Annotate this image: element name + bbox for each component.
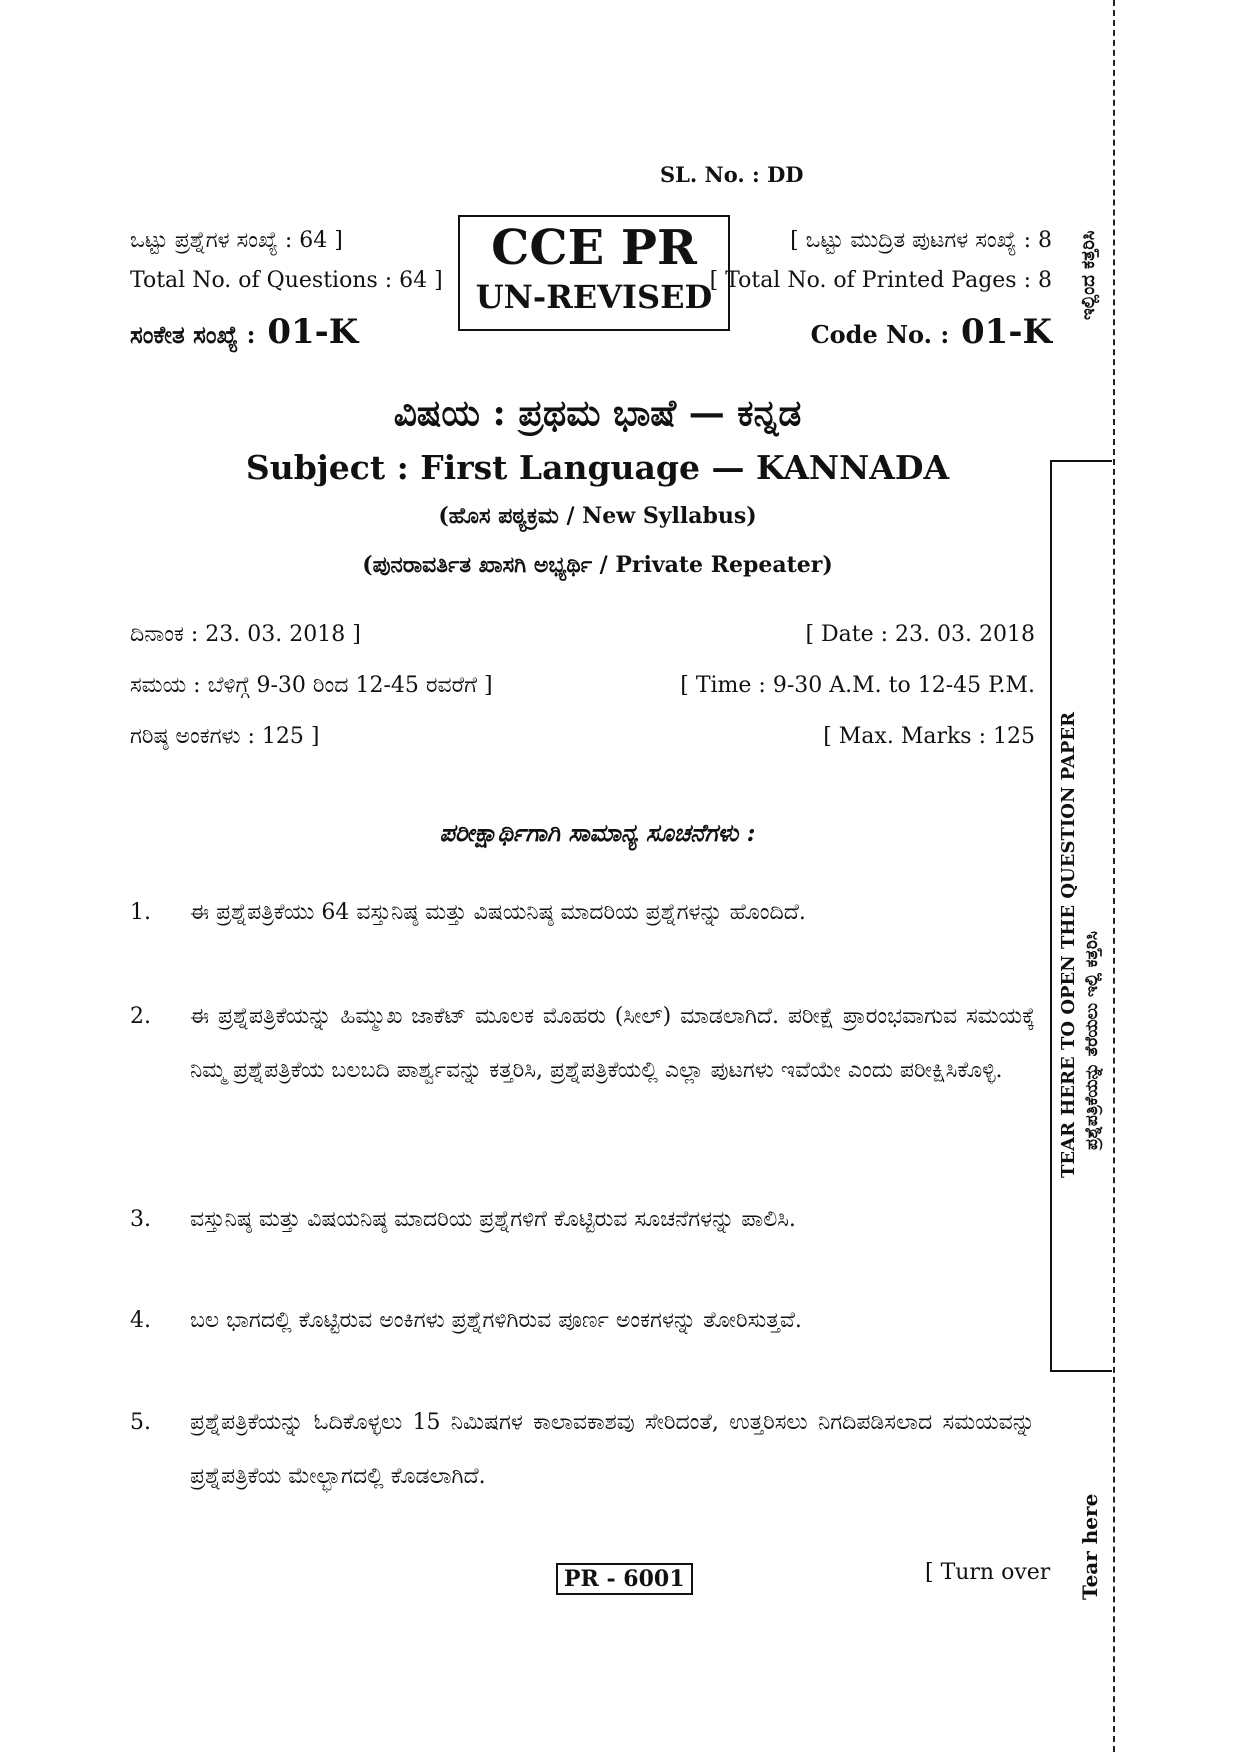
candidate-type: (ಪುನರಾವರ್ತಿತ ಖಾಸಗಿ ಅಭ್ಯರ್ಥಿ / Private Repeater) [362,552,833,578]
instruction-item [130,990,1035,1098]
marks-row [130,724,1035,749]
tear-here-label: Tear here [1078,1493,1102,1600]
cce-title: CCE PR [491,220,697,276]
instruction-text: ಈ ಪ್ರಶ್ನೆಪತ್ರಿಕೆಯನ್ನು ಹಿಮ್ಮುಖ ಜಾಕೆಟ್ ಮೂಲಕ ಮೊಹರು (ಸೀಲ್) ಮಾಡಲಾಗಿದೆ. ಪರೀಕ್ಷೆ ಪ್ರಾರಂಭವಾಗುವ ಸಮಯಕ್ಕೆ ನಿಮ್ಮ ಪ್ರಶ್ನೆಪತ್ರಿಕೆಯ ಬಲಬದಿ ಪಾರ್ಶ್ವವನ್ನು ಕತ್ತರಿಸಿ, ಪ್ರಶ್ನೆಪತ್ರಿಕೆಯಲ್ಲಿ ಎಲ್ಲಾ ಪುಟಗಳು ಇವೆಯೇ ಎಂದು ಪರೀಕ್ಷಿಸಿಕೊಳ್ಳಿ. [190,1004,1035,1083]
instruction-text: ಈ ಪ್ರಶ್ನೆಪತ್ರಿಕೆಯು 64 ವಸ್ತುನಿಷ್ಠ ಮತ್ತು ವಿಷಯನಿಷ್ಠ ಮಾದರಿಯ ಪ್ರಶ್ನೆಗಳನ್ನು ಹೊಂದಿದೆ. [190,900,806,925]
instruction-item [130,1396,1035,1504]
cce-subtitle: UN-REVISED [475,278,713,316]
marks-english: [ Max. Marks : 125 [823,724,1035,749]
total-pages-kannada: [ ಒಟ್ಟು ಮುದ್ರಿತ ಪುಟಗಳ ಸಂಖ್ಯೆ : 8 [790,228,1052,253]
tear-instruction-kannada: ಪ್ರಶ್ನೆಪತ್ರಿಕೆಯನ್ನು ತೆರೆಯಲು ಇಲ್ಲಿ ಕತ್ತರಿಸಿ [1082,931,1102,1150]
time-kannada: ಸಮಯ : ಬೆಳಿಗ್ಗೆ 9-30 ರಿಂದ 12-45 ರವರೆಗೆ ] [130,673,493,698]
code-kn-value: 01-K [267,312,359,352]
code-en-value: 01-K [961,312,1052,352]
instruction-item [130,1294,1035,1348]
cce-box [458,215,730,331]
subject-kannada: ವಿಷಯ : ಪ್ರಥಮ ಭಾಷೆ — ಕನ್ನಡ [393,392,802,434]
instruction-number: 3. [130,1207,151,1232]
serial-number: SL. No. : DD [660,162,804,187]
tear-label-kannada-top: ಇಲ್ಲಿಂದ ಕತ್ತರಿಸಿ [1078,230,1099,320]
instruction-item [130,1193,1035,1247]
time-row [130,673,1035,698]
instruction-number: 2. [130,1004,151,1029]
tear-dashed-line [1113,0,1115,1752]
instructions-title: ಪರೀಕ್ಷಾರ್ಥಿಗಾಗಿ ಸಾಮಾನ್ಯ ಸೂಚನೆಗಳು : [439,818,756,847]
total-questions-english: Total No. of Questions : 64 ] [130,268,443,293]
instruction-item [130,886,1035,940]
instruction-text: ವಸ್ತುನಿಷ್ಠ ಮತ್ತು ವಿಷಯನಿಷ್ಠ ಮಾದರಿಯ ಪ್ರಶ್ನೆಗಳಿಗೆ ಕೊಟ್ಟಿರುವ ಸೂಚನೆಗಳನ್ನು ಪಾಲಿಸಿ. [190,1207,796,1232]
total-pages-english: [ Total No. of Printed Pages : 8 [709,268,1052,293]
time-english: [ Time : 9-30 A.M. to 12-45 P.M. [680,673,1035,698]
marks-kannada: ಗರಿಷ್ಠ ಅಂಕಗಳು : 125 ] [130,724,320,749]
subject-english: Subject : First Language — KANNADA [245,448,950,487]
paper-code-box: PR - 6001 [556,1563,693,1595]
instruction-number: 4. [130,1308,151,1333]
code-number-english [811,312,1052,352]
code-en-label: Code No. : [810,320,950,349]
instruction-text: ಪ್ರಶ್ನೆಪತ್ರಿಕೆಯನ್ನು ಓದಿಕೊಳ್ಳಲು 15 ನಿಮಿಷಗಳ ಕಾಲಾವಕಾಶವು ಸೇರಿದಂತೆ, ಉತ್ತರಿಸಲು ನಿಗದಿಪಡಿಸಲಾದ ಸಮಯವನ್ನು ಪ್ರಶ್ನೆಪತ್ರಿಕೆಯ ಮೇಲ್ಭಾಗದಲ್ಲಿ ಕೊಡಲಾಗಿದೆ. [190,1410,1035,1489]
tear-instruction-english: TEAR HERE TO OPEN THE QUESTION PAPER [1058,711,1079,1178]
instruction-text: ಬಲ ಭಾಗದಲ್ಲಿ ಕೊಟ್ಟಿರುವ ಅಂಕಿಗಳು ಪ್ರಶ್ನೆಗಳಿಗಿರುವ ಪೂರ್ಣ ಅಂಕಗಳನ್ನು ತೋರಿಸುತ್ತವೆ. [190,1308,802,1333]
turn-over-label: [ Turn over [925,1560,1051,1585]
date-kannada: ದಿನಾಂಕ : 23. 03. 2018 ] [130,622,361,647]
date-row [130,622,1035,647]
date-english: [ Date : 23. 03. 2018 [805,622,1035,647]
code-number-kannada [130,312,358,352]
instruction-number: 5. [130,1410,151,1435]
total-questions-kannada: ಒಟ್ಟು ಪ್ರಶ್ನೆಗಳ ಸಂಖ್ಯೆ : 64 ] [130,228,343,253]
code-kn-label: ಸಂಕೇತ ಸಂಖ್ಯೆ : [130,320,256,349]
syllabus-label: (ಹೊಸ ಪಠ್ಯಕ್ರಮ / New Syllabus) [438,503,757,529]
instruction-number: 1. [130,900,151,925]
